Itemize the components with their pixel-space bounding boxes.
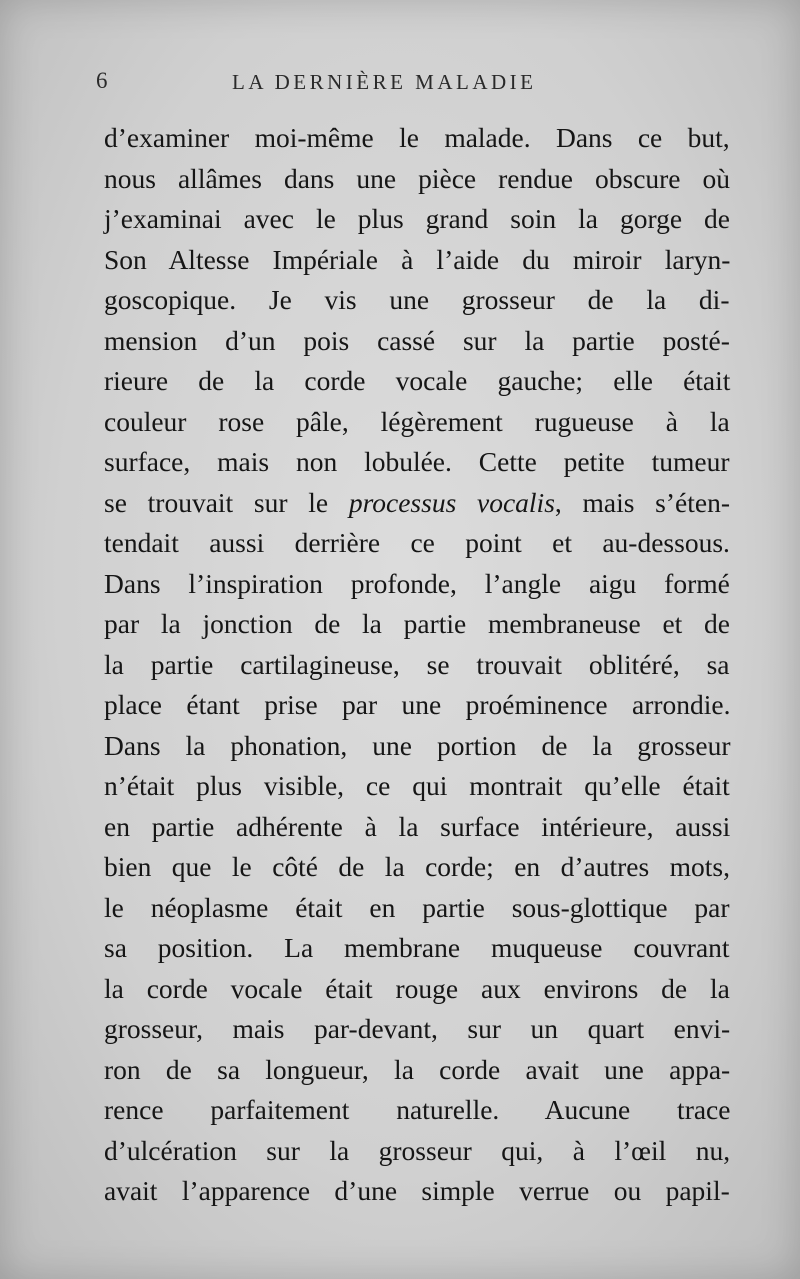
text-line [104, 1009, 730, 1050]
text-segment: Dans la phonation, une portion de la grosseur [104, 729, 731, 761]
text-segment: Dans l’inspiration profonde, l’angle aigu formé [104, 567, 730, 599]
text-line [104, 969, 730, 1010]
text-line [104, 1090, 730, 1131]
text-line [104, 888, 730, 929]
text-line [104, 442, 730, 483]
text-segment: surface, mais non lobulée. Cette petite tumeur [104, 446, 730, 477]
text-segment: grosseur, mais par-devant, sur un quart envi- [104, 1013, 731, 1044]
text-segment: rieure de la corde vocale gauche; elle était [104, 365, 731, 396]
text-line [104, 118, 730, 159]
text-line [104, 483, 730, 524]
running-head [96, 68, 726, 104]
text-line [104, 685, 730, 726]
italic-term: processus vocalis [348, 486, 555, 518]
text-line [104, 240, 730, 281]
page-number: 6 [96, 68, 108, 93]
text-segment: d’examiner moi-même le malade. Dans ce but, [104, 122, 730, 153]
text-segment: d’ulcération sur la grosseur qui, à l’œil nu, [104, 1134, 731, 1166]
text-segment: place étant prise par une proéminence arrondie. [104, 689, 731, 720]
text-segment: se trouvait sur le [104, 486, 349, 518]
running-title: LA DERNIÈRE MALADIE [232, 70, 537, 94]
text-line [104, 604, 730, 645]
text-line [104, 726, 730, 767]
text-line [104, 766, 730, 807]
text-segment: avait l’apparence d’une simple verrue ou papil- [104, 1175, 730, 1206]
text-line [104, 321, 730, 362]
text-line [104, 402, 730, 443]
text-line [104, 1050, 730, 1091]
text-segment: goscopique. Je vis une grosseur de la di- [104, 284, 730, 315]
text-line [104, 645, 730, 686]
text-line [104, 1171, 730, 1212]
text-line [104, 523, 730, 564]
text-segment: couleur rose pâle, légèrement rugueuse à la [104, 405, 730, 437]
text-segment: tendait aussi derrière ce point et au-dessous. [104, 527, 730, 558]
body-text [104, 118, 730, 1212]
text-line [104, 564, 730, 605]
text-segment: bien que le côté de la corde; en d’autres mots, [104, 851, 730, 882]
text-segment: la corde vocale était rouge aux environs de la [104, 972, 730, 1004]
text-segment: , mais s’éten- [554, 486, 731, 518]
text-line [104, 1131, 730, 1172]
text-segment: en partie adhérente à la surface intérieure, aussi [104, 810, 731, 842]
text-line [104, 159, 730, 200]
text-segment: rence parfaitement naturelle. Aucune trace [104, 1094, 731, 1125]
text-line [104, 847, 730, 888]
text-segment: par la jonction de la partie membraneuse et de [104, 608, 731, 639]
text-line [104, 199, 730, 240]
text-segment: le néoplasme était en partie sous-glottique par [104, 891, 730, 923]
text-segment: nous allâmes dans une pièce rendue obscure où [104, 162, 731, 194]
text-line [104, 361, 730, 402]
text-segment: ron de sa longueur, la corde avait une appa- [104, 1053, 731, 1085]
text-segment: mension d’un pois cassé sur la partie posté- [104, 324, 730, 356]
text-line [104, 280, 730, 321]
text-segment: n’était plus visible, ce qui montrait qu’elle était [104, 770, 730, 801]
text-segment: la partie cartilagineuse, se trouvait oblitéré, sa [104, 648, 730, 680]
text-segment: sa position. La membrane muqueuse couvrant [104, 932, 730, 963]
text-line [104, 928, 730, 969]
text-line [104, 807, 730, 848]
text-segment: j’examinai avec le plus grand soin la gorge de [104, 203, 731, 234]
text-segment: Son Altesse Impériale à l’aide du miroir laryn- [104, 243, 731, 275]
